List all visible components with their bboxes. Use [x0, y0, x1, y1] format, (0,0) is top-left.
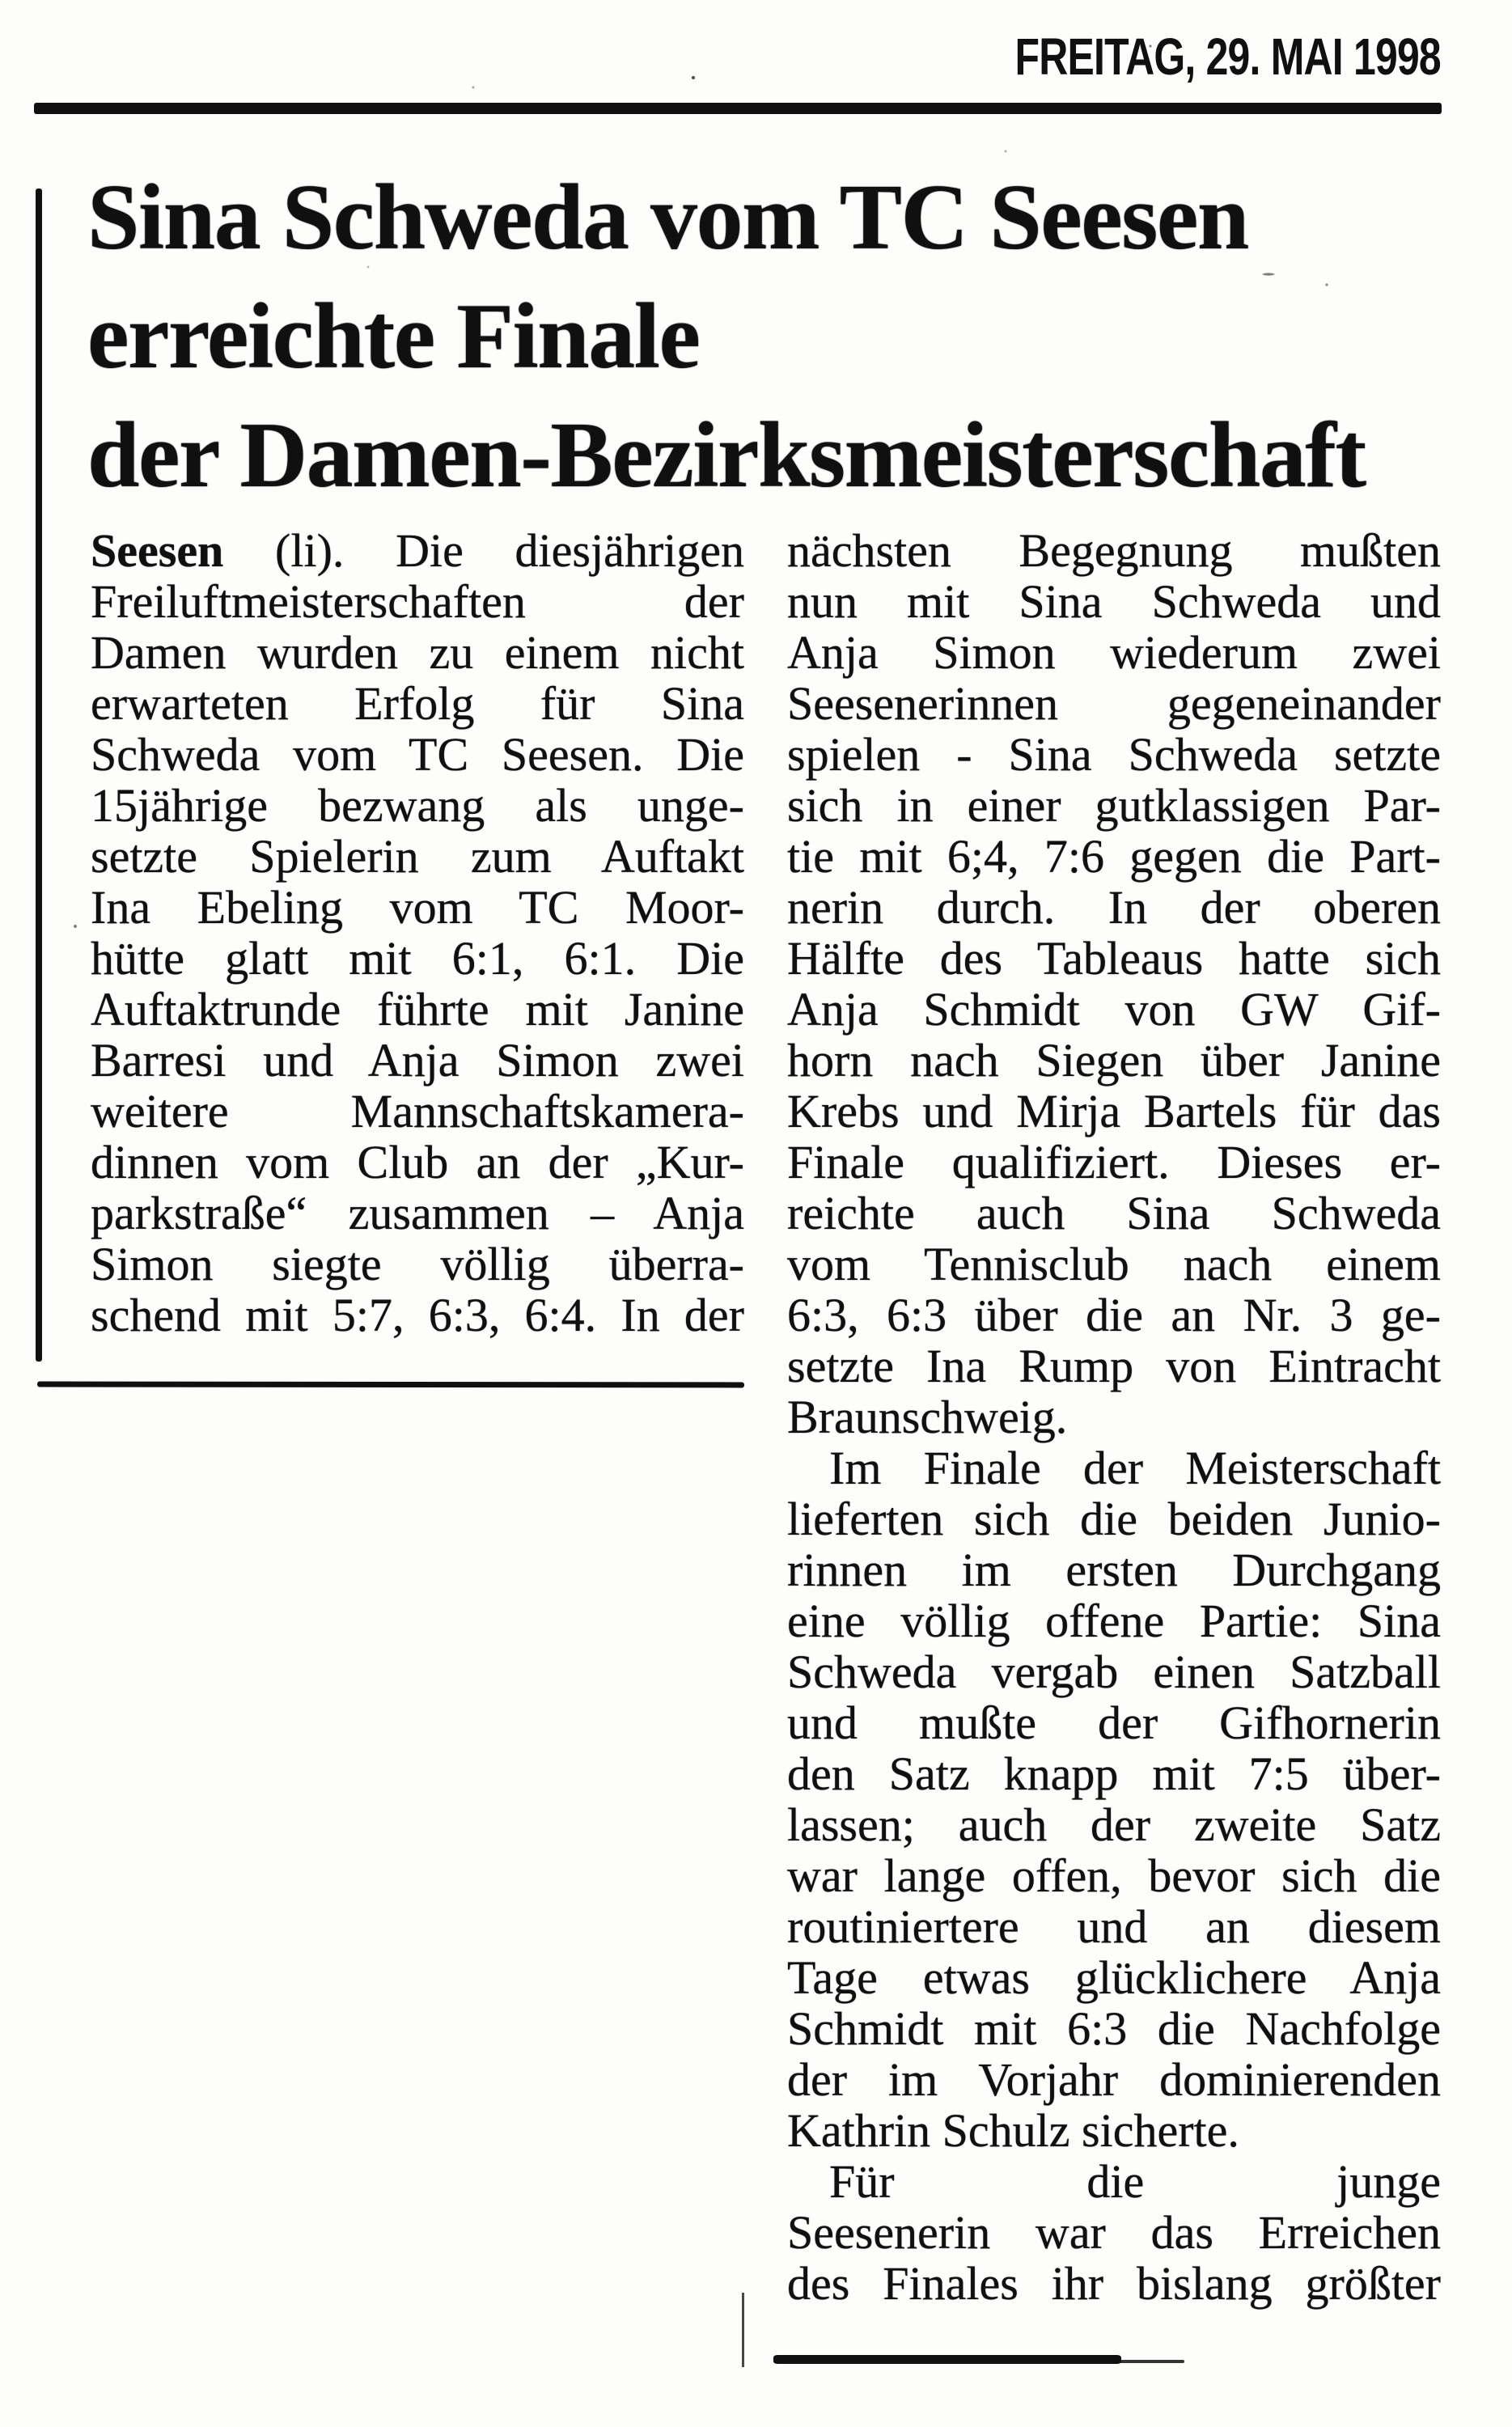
article-line: Seesenerinnen gegeneinander: [787, 677, 1441, 730]
article-column-left: [91, 525, 744, 1341]
article-line: Kathrin Schulz sicherte.: [787, 2104, 1239, 2157]
article-line: tie mit 6;4, 7:6 gegen die Part-: [787, 830, 1441, 883]
article-line: Braunschweig.: [787, 1391, 1068, 1443]
article-line: Schmidt mit 6:3 die Nachfolge: [787, 2002, 1441, 2055]
headline-line: erreichte Finale: [87, 285, 700, 388]
column-edge-mark: [742, 2293, 744, 2367]
article-line: eine völlig offene Partie: Sina: [787, 1595, 1441, 1647]
article-line: Hälfte des Tableaus hatte sich: [787, 932, 1441, 985]
date-line: FREITAG, 29. MAI 1998: [1014, 28, 1441, 86]
bottom-rule: [773, 2355, 1121, 2364]
article-line: nun mit Sina Schweda und: [787, 575, 1441, 628]
article-line: parkstraße“ zusammen – Anja: [91, 1187, 744, 1239]
bottom-rule-thin-extension: [1116, 2360, 1184, 2363]
article-line: Anja Simon wiederum zwei: [787, 626, 1441, 679]
article-line: Freiluftmeisterschaften der: [91, 575, 744, 628]
article-line: Damen wurden zu einem nicht: [91, 626, 744, 679]
article-line: lieferten sich die beiden Junio-: [787, 1493, 1441, 1545]
headline-line: der Damen-Bezirksmeisterschaft: [87, 404, 1366, 507]
article-line: war lange offen, bevor sich die: [787, 1849, 1441, 1902]
article-line: Ina Ebeling vom TC Moor-: [91, 881, 744, 934]
article-line: erwarteten Erfolg für Sina: [91, 677, 744, 730]
article-line: horn nach Siegen über Janine: [787, 1034, 1441, 1086]
article-line: setzte Spielerin zum Auftakt: [91, 830, 744, 883]
dateline-lead: Seesen: [91, 524, 224, 577]
article-line: der im Vorjahr dominierenden: [787, 2053, 1441, 2106]
article-line: schend mit 5:7, 6:3, 6:4. In der: [91, 1289, 744, 1341]
article-line: Krebs und Mirja Bartels für das: [787, 1085, 1441, 1137]
article-line: Simon siegte völlig überra-: [91, 1238, 744, 1290]
left-edge-rule: [36, 188, 42, 1362]
article-line: spielen - Sina Schweda setzte: [787, 728, 1441, 781]
article-line: vom Tennisclub nach einem: [787, 1238, 1441, 1290]
article-line: dinnen vom Club an der „Kur-: [91, 1136, 744, 1188]
article-line: hütte glatt mit 6:1, 6:1. Die: [91, 932, 744, 985]
article-line: reichte auch Sina Schweda: [787, 1187, 1441, 1239]
article-line: rinnen im ersten Durchgang: [787, 1544, 1441, 1596]
article-line: Finale qualifiziert. Dieses er-: [787, 1136, 1441, 1188]
article-line: lassen; auch der zweite Satz: [787, 1798, 1441, 1851]
article-line: setzte Ina Rump von Eintracht: [787, 1340, 1441, 1392]
article-line: Seesenerin war das Erreichen: [787, 2206, 1441, 2259]
article-line: 6:3, 6:3 über die an Nr. 3 ge-: [787, 1289, 1441, 1341]
article-line: den Satz knapp mit 7:5 über-: [787, 1747, 1441, 1800]
article-line: Schweda vom TC Seesen. Die: [91, 728, 744, 781]
article-line: sich in einer gutklassigen Par-: [787, 779, 1441, 832]
article-line: und mußte der Gifhornerin: [787, 1696, 1441, 1749]
article-line: nerin durch. In der oberen: [787, 881, 1441, 934]
left-column-end-rule: [37, 1382, 744, 1388]
article-column-right: [787, 525, 1441, 2309]
article-line: Im Finale der Meisterschaft: [829, 1442, 1441, 1494]
article-line: Schweda vergab einen Satzball: [787, 1646, 1441, 1698]
article-line: Auftaktrunde führte mit Janine: [91, 983, 744, 1036]
headline-line: Sina Schweda vom TC Seesen: [87, 166, 1248, 269]
article-line: Barresi und Anja Simon zwei: [91, 1034, 744, 1086]
article-line: Anja Schmidt von GW Gif-: [787, 983, 1441, 1036]
article-line: nächsten Begegnung mußten: [787, 524, 1441, 577]
article-line: weitere Mannschaftskamera-: [91, 1085, 744, 1137]
article-line: des Finales ihr bislang größter: [787, 2257, 1441, 2310]
top-rule: [34, 103, 1442, 114]
article-line: Tage etwas glücklichere Anja: [787, 1951, 1441, 2004]
article-line: Seesen (li). Die diesjährigen: [91, 524, 744, 577]
headline: [87, 159, 1479, 515]
article-line: routiniertere und an diesem: [787, 1900, 1441, 1953]
article-line: 15jährige bezwang als unge-: [91, 779, 744, 832]
article-line: Für die junge: [829, 2155, 1441, 2208]
